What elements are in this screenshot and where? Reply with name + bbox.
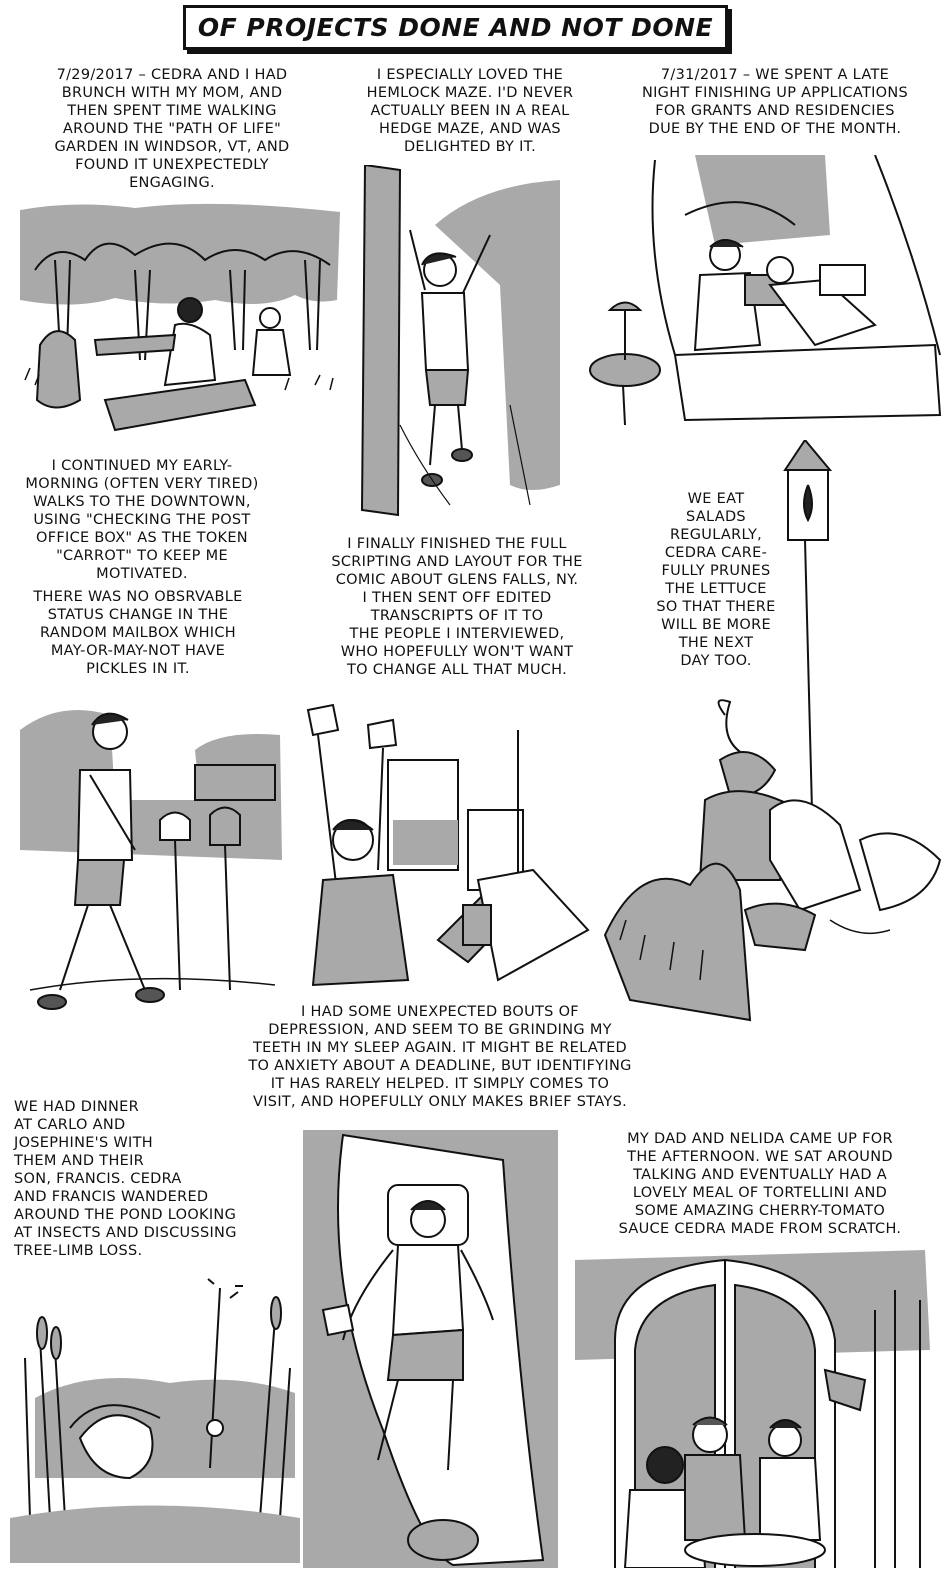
panel-depression-bed-illustration [303,1130,558,1568]
caption-grant-applications: 7/31/2017 – WE SPENT A LATE NIGHT FINISHING UP APPLICATIONS FOR GRANTS AND RESIDENCIES DUE BY THE END OF THE MONTH. [641,67,909,137]
comic-title-box [183,5,728,50]
comic-title: OF PROJECTS DONE AND NOT DONE [197,13,714,42]
panel-hemlock-maze-illustration [360,165,565,520]
panel-garden-illustration [15,200,345,440]
caption-dinner-at-carlos: WE HAD DINNER AT CARLO AND JOSEPHINE'S WITH THEM AND THEIR SON, FRANCIS. CEDRA AND FRANCIS WANDERED AROUND THE POND LOOKING AT INSECTS AND DISCUSSING TREE-LIMB LOSS. [14,1099,237,1259]
caption-depression: I HAD SOME UNEXPECTED BOUTS OF DEPRESSION, AND SEEM TO BE GRINDING MY TEETH IN MY SLEEP AGAIN. IT MIGHT BE RELATED TO ANXIETY ABOUT A DEADLINE, BUT IDENTIFYING IT HAS RARELY HELPED. IT SIMPLY COMES TO VISIT, AND HOPEFULLY ONLY MAKES BRIEF STAYS. [248,1004,632,1110]
panel-pond-illustration [10,1278,300,1563]
caption-path-of-life: 7/29/2017 – CEDRA AND I HAD BRUNCH WITH MY MOM, AND THEN SPENT TIME WALKING AROUND THE "PATH OF LIFE" GARDEN IN WINDSOR, VT, AND FOUND IT UNEXPECTEDLY ENGAGING. [54,67,290,191]
caption-glens-falls-comic: I FINALLY FINISHED THE FULL SCRIPTING AND LAYOUT FOR THE COMIC ABOUT GLENS FALLS, NY. I THEN SENT OFF EDITED TRANSCRIPTS OF IT TO THE PEOPLE I INTERVIEWED, WHO HOPEFULLY WON'T WANT TO CHANGE ALL THAT MUCH. [331,536,583,678]
panel-finished-script-illustration [298,700,598,990]
caption-hemlock-maze: I ESPECIALLY LOVED THE HEMLOCK MAZE. I'D NEVER ACTUALLY BEEN IN A REAL HEDGE MAZE, AND WAS DELIGHTED BY IT. [366,67,574,155]
caption-salads: WE EAT SALADS REGULARLY, CEDRA CARE- FULLY PRUNES THE LETTUCE SO THAT THERE WILL BE MORE THE NEXT DAY TOO. [656,491,776,669]
panel-morning-walk-illustration [20,690,285,1035]
caption-morning-walks: I CONTINUED MY EARLY- MORNING (OFTEN VERY TIRED) WALKS TO THE DOWNTOWN, USING "CHECKING THE POST OFFICE BOX" AS THE TOKEN "CARROT" TO KEEP ME MOTIVATED. [25,458,259,582]
caption-mailbox: THERE WAS NO OBSRVABLE STATUS CHANGE IN THE RANDOM MAILBOX WHICH MAY-OR-MAY-NOT HAVE PICKLES IN IT. [33,589,243,677]
panel-salad-garden-illustration [600,440,945,1025]
panel-family-dinner-illustration [575,1250,945,1568]
caption-dad-and-nelida: MY DAD AND NELIDA CAME UP FOR THE AFTERNOON. WE SAT AROUND TALKING AND EVENTUALLY HAD A LOVELY MEAL OF TORTELLINI AND SOME AMAZING CHERRY-TOMATO SAUCE CEDRA MADE FROM SCRATCH. [618,1131,902,1237]
panel-late-night-bed-illustration [585,155,945,430]
